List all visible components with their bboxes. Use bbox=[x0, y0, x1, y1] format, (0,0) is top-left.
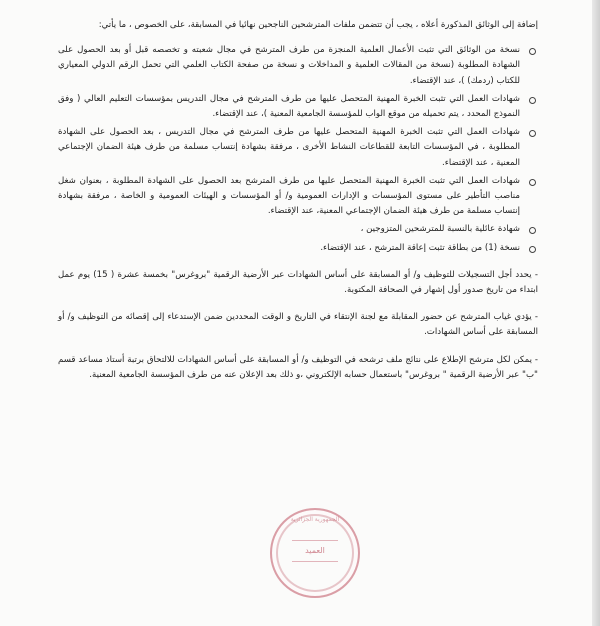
absence-exclusion-paragraph: - يؤدي غياب المترشح عن حضور المقابلة مع لجنة الإنتقاء في التاريخ و الوقت المحددين ضمن الإستدعاء إلى إقصائه من التوظيف و/ أو المسابقة على أساس الشهادات. bbox=[58, 312, 538, 338]
results-consultation-paragraph: - يمكن لكل مترشح الإطلاع على نتائج ملف ترشحه في التوظيف و/ أو المسابقة على أساس الشهادات للالتحاق برتبة أستاذ مساعد قسم "ب" عبر الأرضية الرقمية " بروغرس" باستعمال حسابه الإلكتروني ،و ذلك بعد الإعلان عنه من طرف المؤسسة الجامعية المعنية. bbox=[58, 354, 538, 380]
official-stamp bbox=[270, 508, 360, 598]
list-item: شهادات العمل التي تثبت الخبرة المهنية المتحصل عليها من طرف المترشح في مجال التدريس بمؤسسات التعليم العالي ( وفق النموذج المحدد ، يتم تحميله من موقع الواب للمؤسسة الجامعية المعنية )، عند الإقتضاء. bbox=[58, 92, 520, 122]
stamp-ring-text: الجمهورية الجزائرية bbox=[290, 516, 340, 523]
scan-edge bbox=[592, 0, 600, 626]
circle-bullet-icon bbox=[529, 179, 536, 186]
circle-bullet-icon bbox=[529, 227, 536, 234]
required-documents-list bbox=[58, 43, 538, 256]
list-item: نسخة (1) من بطاقة تثبت إعاقة المترشح ، عند الإقتضاء. bbox=[58, 241, 520, 256]
list-item: شهادة عائلية بالنسبة للمترشحين المتزوجين ، bbox=[58, 222, 520, 237]
circle-bullet-icon bbox=[529, 246, 536, 253]
list-item: شهادات العمل التي تثبت الخبرة المهنية المتحصل عليها من طرف المترشح في مجال التدريس ، بعد الحصول على الشهادة المطلوبة ، في المؤسسات التابعة للقطاعات النشاط الأخرى ، مرفقة بشهادة إنتساب مسلمة من طرف هيئة الضمان الإجتماعي المعنية ، عند الإقتضاء. bbox=[58, 125, 520, 171]
document-body bbox=[58, 18, 538, 383]
stamp-center-text: العميد bbox=[292, 540, 338, 562]
circle-bullet-icon bbox=[529, 97, 536, 104]
list-item: شهادات العمل التي تثبت الخبرة المهنية المتحصل عليها من طرف المترشح بعد الحصول على الشهادة المطلوبة ، بعنوان شغل مناصب التأطير على مستوى المؤسسات و الإدارات العمومية و/ أو المؤسسات و الهيئات العمومية و الخاصة ، مرفقة بشهادة إنتساب مسلمة من طرف هيئة الضمان الإجتماعي المعنية، عند الإقتضاء. bbox=[58, 174, 520, 220]
circle-bullet-icon bbox=[529, 48, 536, 55]
circle-bullet-icon bbox=[529, 130, 536, 137]
intro-paragraph: إضافة إلى الوثائق المذكورة أعلاه ، يجب أن تتضمن ملفات المترشحين الناجحين نهائيا في المسابقة، على الخصوص ، ما يأتي: bbox=[98, 20, 538, 30]
list-item: نسخة من الوثائق التي تثبت الأعمال العلمية المنجزة من طرف المترشح في مجال شعبته و تخصصه قبل أو بعد الحصول على الشهادة المطلوبة (نسخة من المقالات العلمية و المداخلات و نسخة من صفحة الكتاب العلمي التي تحمل الرقم الدولي المعياري للكتاب (ردمك) )، عند الإقتضاء. bbox=[58, 43, 520, 89]
registration-deadline-paragraph: - يحدد أجل التسجيلات للتوظيف و/ أو المسابقة على أساس الشهادات عبر الأرضية الرقمية "بروغرس" بخمسة عشرة ( 15) يوم عمل ابتداء من تاريخ صدور أول إشهار في الصحافة المكتوبة. bbox=[58, 269, 538, 296]
